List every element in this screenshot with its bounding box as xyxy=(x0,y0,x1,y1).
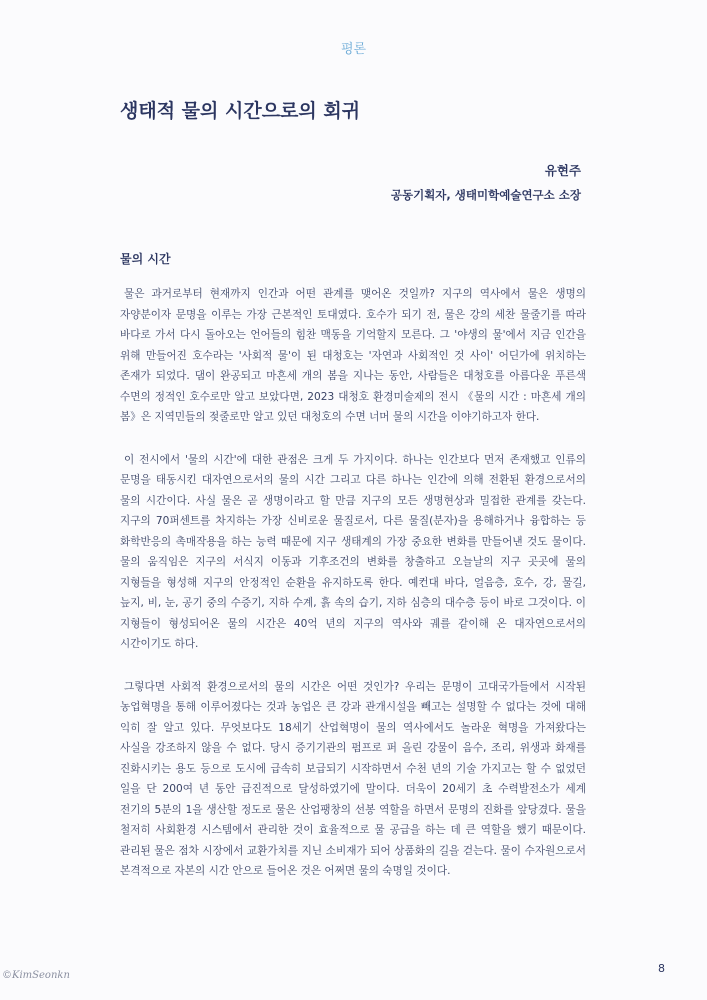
paragraph-3: 그렇다면 사회적 환경으로서의 물의 시간은 어떤 것인가? 우리는 문명이 고대국가들에서 시작된 농업혁명을 통해 이루어졌다는 것과 농업은 큰 강과 관개시설을 빼고는 설명할 수 없다는 것에 대해 익히 잘 알고 있다. 무엇보다도 18세기 산업혁명이 물의 역사에서도 놀라운 혁명을 가져왔다는 사실을 강조하지 않을 수 없다. 당시 증기기관의 펌프로 퍼 올린 강물이 음수, 조리, 위생과 화재를 진화시키는 용도 등으로 도시에 급속히 보급되기 시작하면서 수천 년의 기술 가지고는 할 수 없었던 일을 단 200여 년 동안 급진적으로 달성하였기에 말이다. 더욱이 20세기 초 수력발전소가 세계 전기의 5분의 1을 생산할 정도로 물은 산업팽창의 선봉 역할을 하면서 문명의 진화를 앞당겼다. 물을 철저히 사회환경 시스템에서 관리한 것이 효율적으로 물 공급을 하는 데 큰 역할을 했기 때문이다. 관리된 물은 점차 시장에서 교환가치를 지닌 소비재가 되어 상품화의 길을 걷는다. 물이 수자원으로서 본격적으로 자본의 시간 안으로 들어온 것은 어쩌면 물의 숙명일 것이다. xyxy=(120,680,586,877)
author-block xyxy=(391,161,581,203)
author-affiliation: 공동기획자, 생태미학예술연구소 소장 xyxy=(390,188,581,202)
section-label: 평론 xyxy=(340,42,367,57)
page-number: 8 xyxy=(658,962,665,975)
photo-watermark: ©KimSeonkn xyxy=(2,970,70,981)
author-name: 유현주 xyxy=(544,163,581,178)
paragraph-1: 물은 과거로부터 현재까지 인간과 어떤 관계를 맺어온 것일까? 지구의 역사에서 물은 생명의 자양분이자 문명을 이루는 가장 근본적인 토대였다. 호수가 되기 전, 물은 강의 세찬 물줄기를 따라 바다로 가서 다시 돌아오는 언어들의 힘찬 맥동을 기억할지 모른다. 그 '야생의 물'에서 지금 인간을 위해 만들어진 호수라는 '사회적 물'이 된 대청호는 '자연과 사회적인 것 사이' 어딘가에 위치하는 존재가 되었다. 댐이 완공되고 마흔세 개의 봄을 지나는 동안, 사람들은 대청호를 아름다운 푸른색 수면의 정적인 호수로만 알고 보았다면, 2023 대청호 환경미술제의 전시 《물의 시간 : 마흔세 개의 봄》은 지역민들의 젖줄로만 알고 있던 대청호의 수면 너머 물의 시간을 이야기하고자 한다. xyxy=(120,288,586,423)
article-body xyxy=(120,284,586,904)
section-subheading: 물의 시간 xyxy=(120,252,171,266)
article-title: 생태적 물의 시간으로의 회귀 xyxy=(120,100,361,122)
paragraph-2: 이 전시에서 '물의 시간'에 대한 관점은 크게 두 가지이다. 하나는 인간보다 먼저 존재했고 인류의 문명을 태동시킨 대자연으로서의 물의 시간 그리고 다른 하나는 인간에 의해 전환된 환경으로서의 물의 시간이다. 사실 물은 곧 생명이라고 할 만큼 지구의 모든 생명현상과 밀접한 관계를 갖는다. 지구의 70퍼센트를 차지하는 가장 신비로운 물질로서, 다른 물질(분자)을 용해하거나 융합하는 등 화학반응의 촉매작용을 하는 능력 때문에 지구 생태계의 가장 중요한 변화를 만들어낸 것도 물이다. 물의 움직임은 지구의 서식지 이동과 기후조건의 변화를 창출하고 오늘날의 지구 곳곳에 물의 지형들을 형성해 지구의 안정적인 순환을 유지하도록 한다. 예컨대 바다, 얼음층, 호수, 강, 물길, 늪지, 비, 눈, 공기 중의 수증기, 지하 수계, 흙 속의 습기, 지하 심층의 대수층 등이 바로 그것이다. 이 지형들이 형성되어온 물의 시간은 40억 년의 지구의 역사와 궤를 같이해 온 대자연으로서의 시간이기도 하다. xyxy=(120,453,586,650)
